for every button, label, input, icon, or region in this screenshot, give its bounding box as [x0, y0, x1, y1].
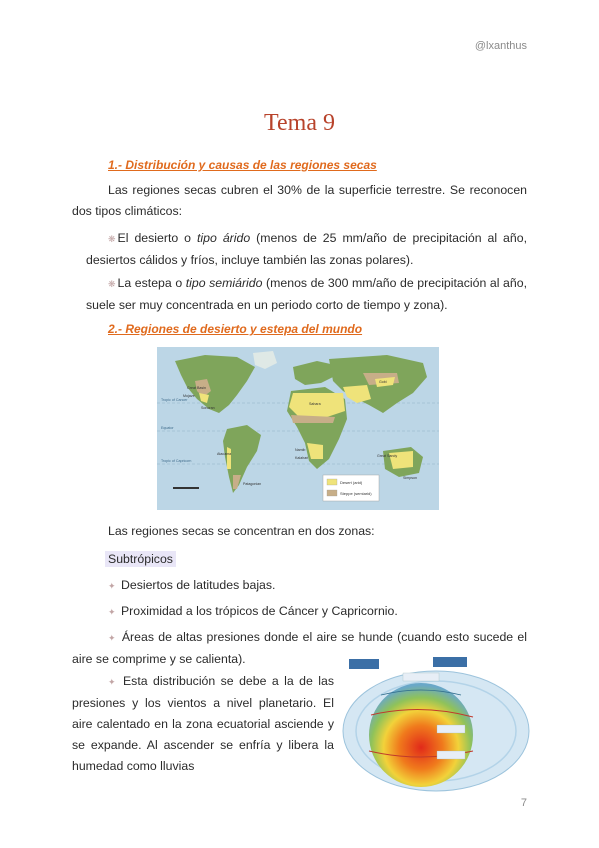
- page-number: 7: [520, 797, 527, 809]
- label-equator: Equator: [161, 426, 174, 430]
- label-great-basin: Great Basin: [187, 386, 206, 390]
- paragraph-distribucion: ✦ Esta distribución se debe a la de las presiones y los vientos a nivel planetario. El aire calentado en la zona ecuatorial asciende y se expande. Al ascender se enfría y libera la humedad como lluvias: [72, 674, 334, 773]
- bullet-presiones: ✦ Áreas de altas presiones donde el aire se hunde (cuando esto sucede el aire se comprime y se calienta).: [72, 630, 527, 666]
- label-tropic-cancer: Tropic of Cancer: [161, 398, 188, 402]
- label-simpson: Simpson: [403, 476, 417, 480]
- bullet-estepa: ❋ La estepa o tipo semiárido (menos de 300 mm/año de precipitación al año, suele ser muy concentrada en un periodo corto de tiempo y zona).: [86, 276, 527, 312]
- figure-callout-right: [433, 657, 467, 667]
- label-sonoran: Sonoran: [201, 406, 215, 410]
- legend-desert: Desert (arid): [340, 480, 363, 485]
- label-atacama: Atacama: [217, 452, 232, 456]
- figure-callout-left: [349, 659, 379, 669]
- label-sahara: Sahara: [309, 402, 321, 406]
- section2-intro: Las regiones secas se concentran en dos zonas:: [108, 524, 375, 538]
- label-tropic-capricorn: Tropic of Capricorn: [161, 459, 192, 463]
- globe: [369, 683, 473, 787]
- section-heading-2: 2.- Regiones de desierto y estepa del mundo: [108, 322, 363, 336]
- label-great-sandy: Great Sandy: [377, 454, 398, 458]
- section1-intro: Las regiones secas cubren el 30% de la superficie terrestre. Se reconocen dos tipos climáticos:: [72, 183, 527, 218]
- bullet-icon: ✦: [108, 607, 116, 617]
- label-kalahari: Kalahari: [295, 456, 309, 460]
- label-gobi: Gobi: [379, 380, 387, 384]
- bullet-desierto: ❋ El desierto o tipo árido (menos de 25 mm/año de precipitación al año, desiertos cálidos y fríos, incluye también las zonas polares).: [86, 231, 527, 267]
- bullet-icon: ❋: [108, 234, 116, 244]
- subheading-subtropicos: Subtrópicos: [105, 549, 176, 570]
- label-namib: Namib: [295, 448, 306, 452]
- author-handle: @lxanthus: [474, 40, 527, 52]
- bullet-icon: ✦: [108, 677, 116, 687]
- label-mojave: Mojave: [183, 394, 195, 398]
- map-scale-bar: [173, 487, 199, 489]
- bullet-icon: ✦: [108, 633, 116, 643]
- bullet-icon: ❋: [108, 279, 116, 289]
- bullet-latitudes: ✦ Desiertos de latitudes bajas.: [108, 578, 276, 592]
- legend-steppe: Steppe (semiarid): [340, 491, 372, 496]
- section-heading-1: 1.- Distribución y causas de las regiones secas: [108, 158, 377, 172]
- bullet-tropicos: ✦ Proximidad a los trópicos de Cáncer y Capricornio.: [108, 604, 398, 618]
- label-patagonian: Patagonian: [243, 482, 262, 486]
- atmospheric-circulation-figure: [341, 655, 531, 793]
- world-map-figure: [157, 347, 439, 510]
- bullet-icon: ✦: [108, 581, 116, 591]
- page-title: Tema 9: [264, 110, 335, 136]
